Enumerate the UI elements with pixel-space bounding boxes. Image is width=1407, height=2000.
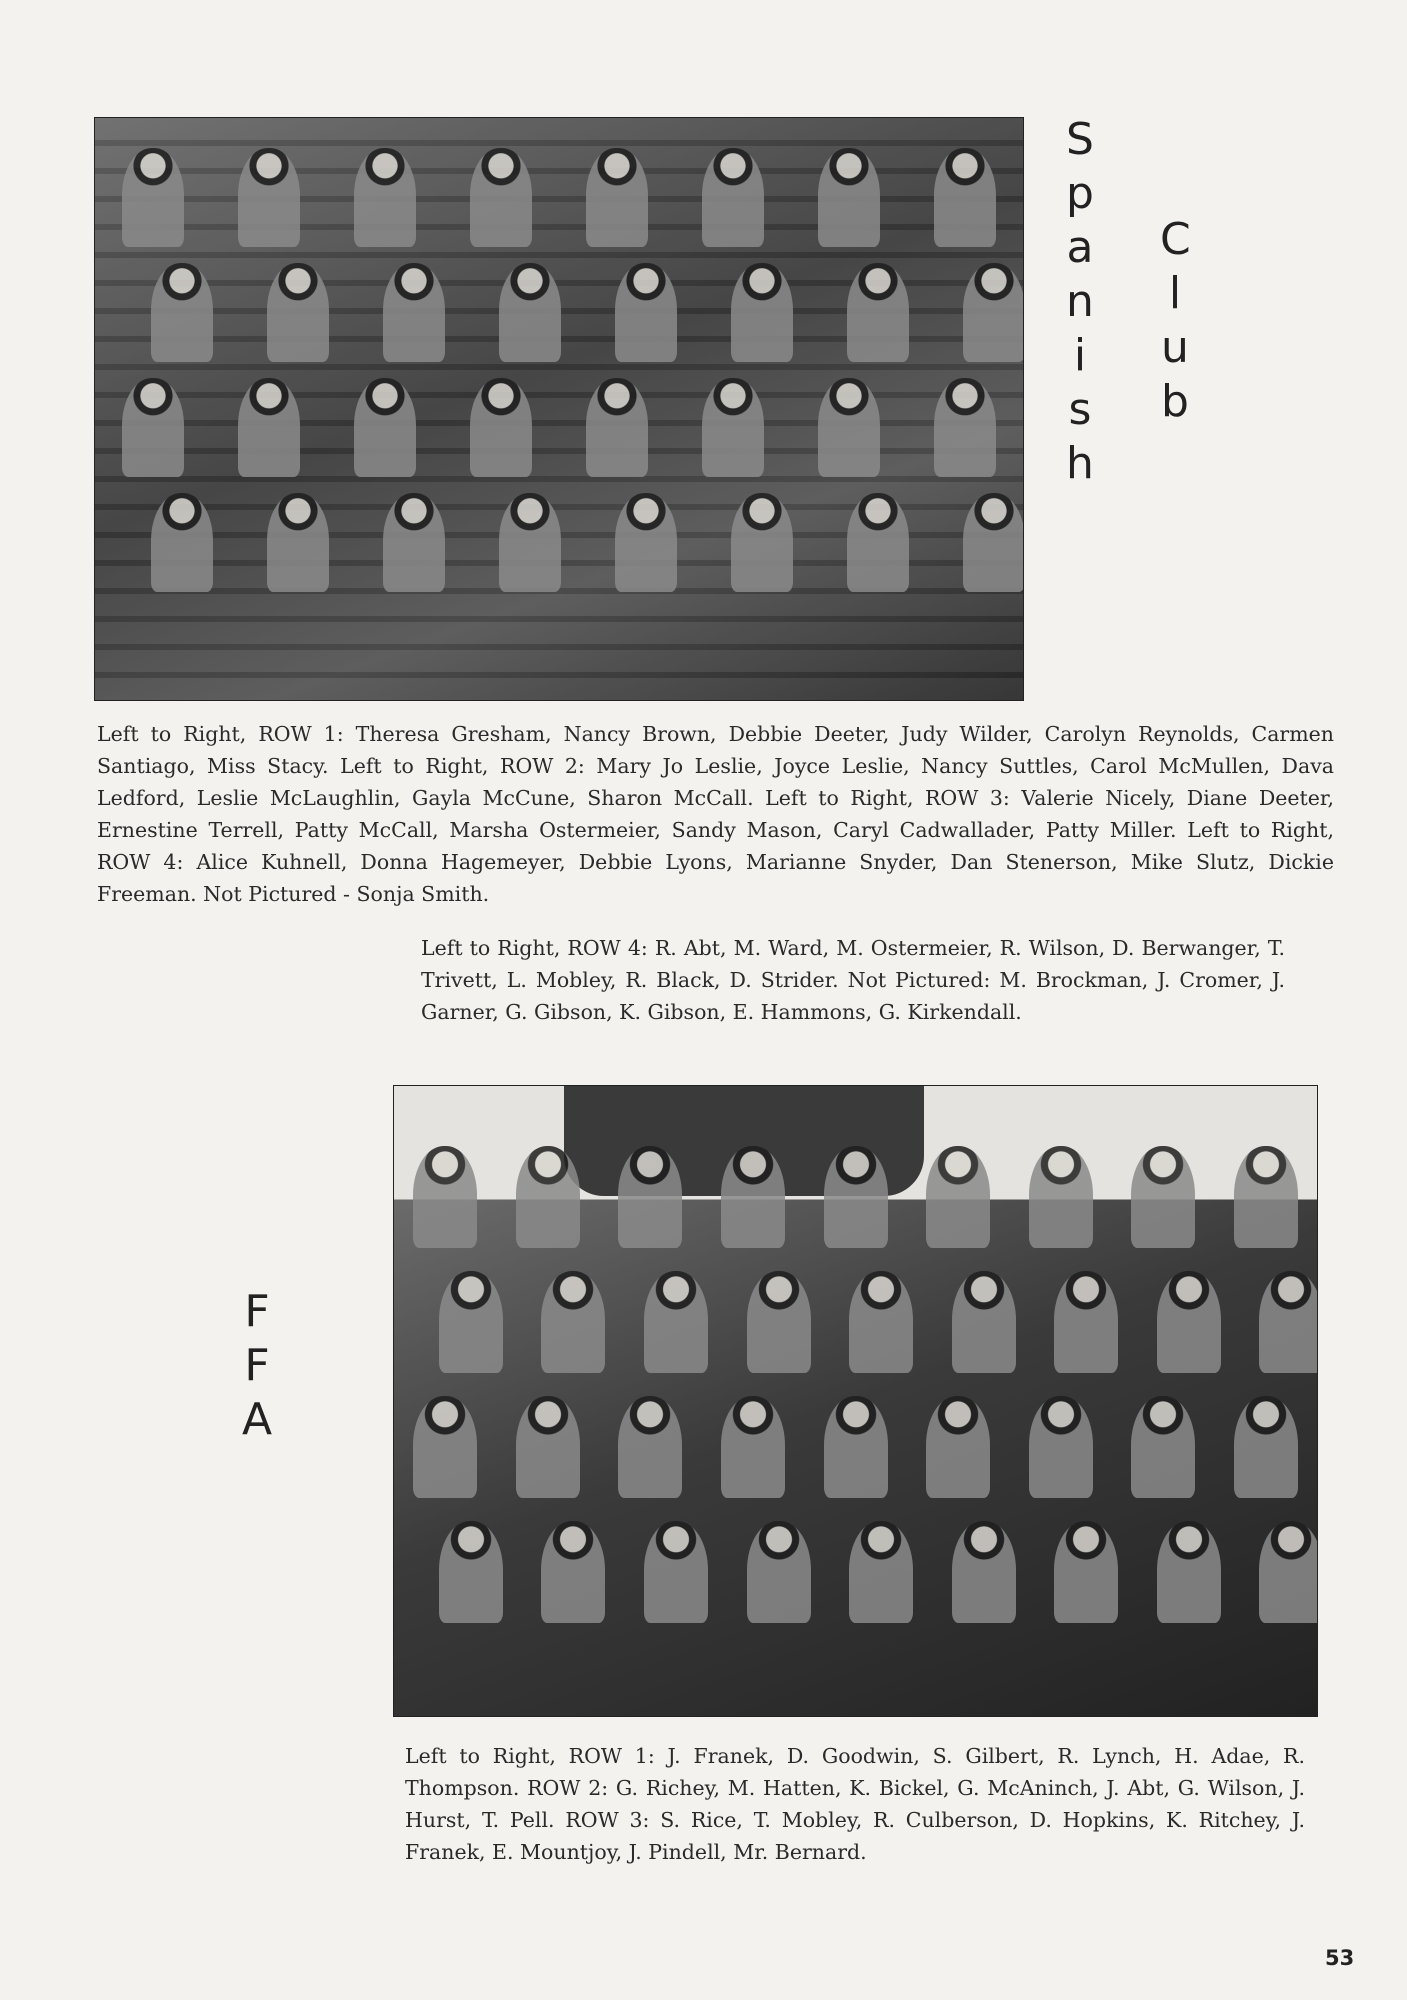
person-silhouette [267,493,329,592]
title-letter: s [1068,384,1092,435]
person-silhouette [702,378,764,477]
person-silhouette [586,378,648,477]
ffa-photo [393,1085,1318,1717]
person-silhouette [238,148,300,247]
person-silhouette [1157,1271,1221,1373]
person-silhouette [383,493,445,592]
person-silhouette [151,493,213,592]
person-silhouette [1029,1146,1093,1248]
person-silhouette [1131,1396,1195,1498]
person-silhouette [541,1271,605,1373]
title-letter: l [1168,268,1182,319]
person-silhouette [1029,1396,1093,1498]
title-letter: b [1161,376,1189,427]
title-letter: A [242,1394,273,1445]
person-silhouette [122,148,184,247]
person-silhouette [151,263,213,362]
person-silhouette [721,1396,785,1498]
ffa-caption-row4: Left to Right, ROW 4: R. Abt, M. Ward, M. Ostermeier, R. Wilson, D. Berwanger, T. Trivett, L. Mobley, R. Black, D. Strider. Not Pictured: M. Brockman, J. Cromer, J. Garner, G. Gibson, K. Gibson, E. Hammons, G. Kirkendall. [421,936,1285,1024]
person-silhouette [1131,1146,1195,1248]
person-silhouette [721,1146,785,1248]
title-letter: p [1066,168,1094,219]
person-silhouette [618,1146,682,1248]
person-silhouette [926,1146,990,1248]
spanish-club-caption: Left to Right, ROW 1: Theresa Gresham, Nancy Brown, Debbie Deeter, Judy Wilder, Carolyn Reynolds, Carmen Santiago, Miss Stacy. Left to Right, ROW 2: Mary Jo Leslie, Joyce Leslie, Nancy Suttles, Carol McMullen, Dava Ledford, Leslie McLaughlin, Gayla McCune, Sharon McCall. Left to Right, ROW 3: Valerie Nicely, Diane Deeter, Ernestine Terrell, Patty McCall, Marsha Ostermeier, Sandy Mason, Caryl Cadwallader, Patty Miller. Left to Right, ROW 4: Alice Kuhnell, Donna Hagemeyer, Debbie Lyons, Marianne Snyder, Dan Stenerson, Mike Slutz, Dickie Freeman. Not Pictured - Sonja Smith. [97,722,1334,906]
spanish-title [1065,114,1095,496]
person-silhouette [926,1396,990,1498]
person-silhouette [963,493,1024,592]
person-silhouette [354,148,416,247]
person-silhouette [470,378,532,477]
person-silhouette [1234,1146,1298,1248]
person-silhouette [1259,1271,1318,1373]
person-silhouette [615,263,677,362]
title-letter: u [1161,322,1189,373]
person-silhouette [952,1271,1016,1373]
title-letter: S [1066,114,1094,165]
person-silhouette [354,378,416,477]
title-letter: n [1066,276,1094,327]
person-silhouette [618,1396,682,1498]
person-silhouette [413,1396,477,1498]
title-letter: C [1160,214,1191,265]
person-silhouette [934,378,996,477]
person-silhouette [702,148,764,247]
title-letter: F [244,1340,270,1391]
person-silhouette [963,263,1024,362]
person-silhouette [731,263,793,362]
person-silhouette [541,1521,605,1623]
person-silhouette [238,378,300,477]
person-silhouette [1234,1396,1298,1498]
title-letter: h [1066,438,1094,489]
person-silhouette [499,493,561,592]
page-number: 53 [1325,1946,1355,1970]
person-silhouette [747,1271,811,1373]
person-silhouette [516,1146,580,1248]
title-letter: a [1066,222,1094,273]
person-silhouette [586,148,648,247]
person-silhouette [824,1396,888,1498]
person-silhouette [824,1146,888,1248]
person-silhouette [516,1396,580,1498]
ffa-caption: Left to Right, ROW 1: J. Franek, D. Goodwin, S. Gilbert, R. Lynch, H. Adae, R. Thompson. ROW 2: G. Richey, M. Hatten, K. Bickel, G. McAninch, J. Abt, G. Wilson, J. Hurst, T. Pell. ROW 3: S. Rice, T. Mobley, R. Culberson, D. Hopkins, K. Ritchey, J. Franek, E. Mountjoy, J. Pindell, Mr. Bernard. [405,1744,1305,1864]
title-letter: F [244,1286,270,1337]
person-silhouette [849,1521,913,1623]
person-silhouette [747,1521,811,1623]
person-silhouette [267,263,329,362]
person-silhouette [615,493,677,592]
person-silhouette [847,263,909,362]
spanish-club-photo [94,117,1024,701]
person-silhouette [499,263,561,362]
title-letter: i [1073,330,1087,381]
person-silhouette [383,263,445,362]
person-silhouette [1157,1521,1221,1623]
person-silhouette [818,378,880,477]
person-silhouette [849,1271,913,1373]
ffa-title [242,1286,273,1452]
person-silhouette [847,493,909,592]
person-silhouette [439,1521,503,1623]
person-silhouette [439,1271,503,1373]
person-silhouette [1259,1521,1318,1623]
person-silhouette [1054,1521,1118,1623]
person-silhouette [122,378,184,477]
person-silhouette [1054,1271,1118,1373]
person-silhouette [934,148,996,247]
person-silhouette [644,1271,708,1373]
person-silhouette [413,1146,477,1248]
person-silhouette [818,148,880,247]
person-silhouette [644,1521,708,1623]
person-silhouette [731,493,793,592]
club-title [1160,214,1191,434]
person-silhouette [470,148,532,247]
person-silhouette [952,1521,1016,1623]
